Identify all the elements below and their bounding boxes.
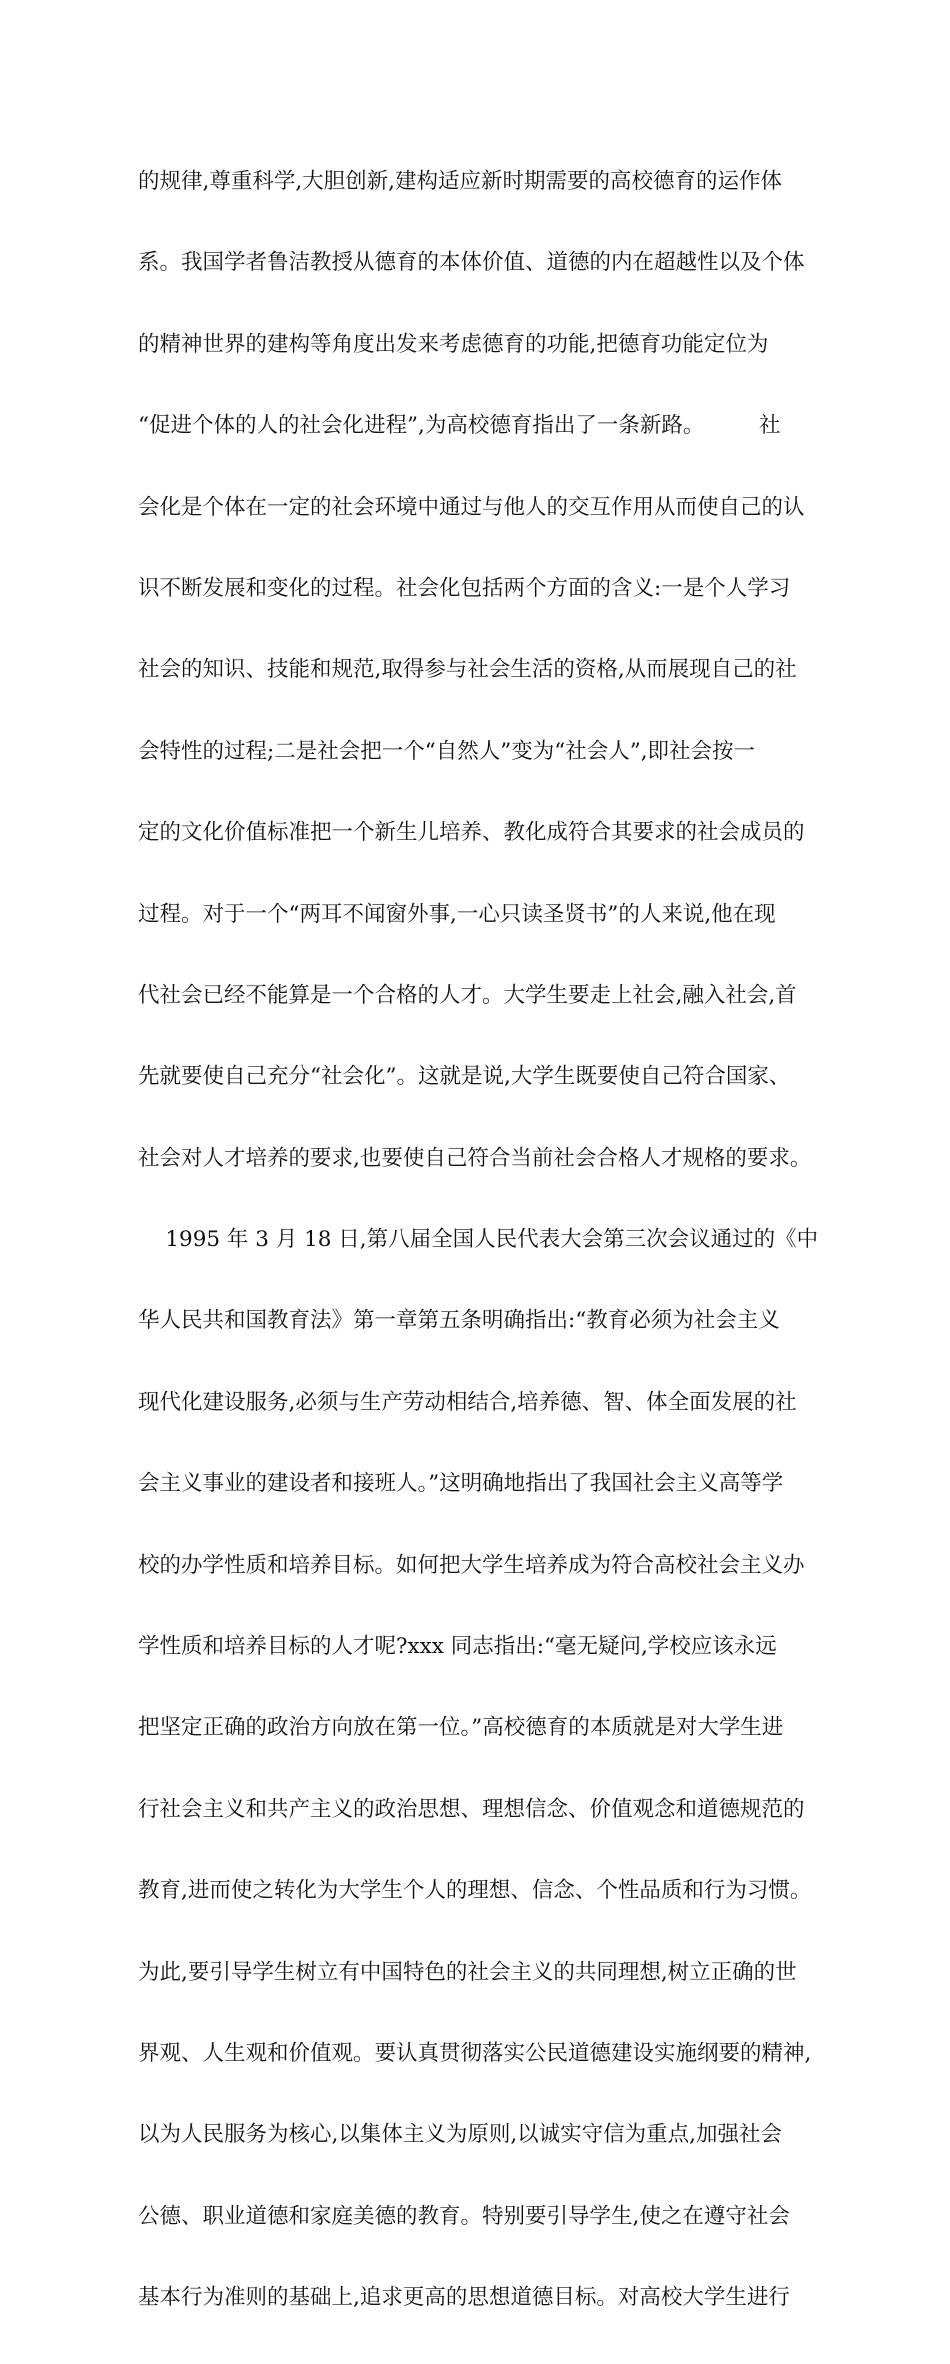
text-line: 以为人民服务为核心,以集体主义为原则,以诚实守信为重点,加强社会 xyxy=(138,2122,783,2148)
text-line: 过程。对于一个“两耳不闻窗外事,一心只读圣贤书”的人来说,他在现 xyxy=(138,901,776,927)
text-line: 定的文化价值标准把一个新生儿培养、教化成符合其要求的社会成员的 xyxy=(138,820,805,846)
text-line: 1995 年 3 月 18 日,第八届全国人民代表大会第三次会议通过的《中 xyxy=(138,1227,819,1253)
text-line: 华人民共和国教育法》第一章第五条明确指出:“教育必须为社会主义 xyxy=(138,1308,780,1334)
text-line: 代社会已经不能算是一个合格的人才。大学生要走上社会,融入社会,首 xyxy=(138,982,797,1008)
text-line: 现代化建设服务,必须与生产劳动相结合,培养德、智、体全面发展的社 xyxy=(138,1389,797,1415)
body-text xyxy=(138,116,828,2364)
text-line: 为此,要引导学生树立有中国特色的社会主义的共同理想,树立正确的世 xyxy=(138,1959,797,1985)
text-line: 先就要使自己充分“社会化”。这就是说,大学生既要使自己符合国家、 xyxy=(138,1064,791,1090)
text-line: 界观、人生观和价值观。要认真贯彻落实公民道德建设实施纲要的精神, xyxy=(138,2040,812,2066)
text-line: 会化是个体在一定的社会环境中通过与他人的交互作用从而使自己的认 xyxy=(138,494,805,520)
text-line: 的精神世界的建构等角度出发来考虑德育的功能,把德育功能定位为 xyxy=(138,331,769,357)
text-line: 社会对人才培养的要求,也要使自己符合当前社会合格人才规格的要求。 xyxy=(138,1145,812,1171)
text-line: 学性质和培养目标的人才呢?xxx 同志指出:“毫无疑问,学校应该永远 xyxy=(138,1634,777,1660)
text-line: 会主义事业的建设者和接班人。”这明确地指出了我国社会主义高等学 xyxy=(138,1471,784,1497)
text-line: 把坚定正确的政治方向放在第一位。”高校德育的本质就是对大学生进 xyxy=(138,1715,784,1741)
text-line: “促进个体的人的社会化进程”,为高校德育指出了一条新路。 社 xyxy=(138,413,781,439)
text-line: 基本行为准则的基础上,追求更高的思想道德目标。对高校大学生进行 xyxy=(138,2285,790,2311)
text-line: 公德、职业道德和家庭美德的教育。特别要引导学生,使之在遵守社会 xyxy=(138,2203,790,2229)
text-line: 社会的知识、技能和规范,取得参与社会生活的资格,从而展现自己的社 xyxy=(138,657,797,683)
text-line: 识不断发展和变化的过程。社会化包括两个方面的含义:一是个人学习 xyxy=(138,575,791,601)
text-line: 教育,进而使之转化为大学生个人的理想、信念、个性品质和行为习惯。 xyxy=(138,1878,812,1904)
text-line: 行社会主义和共产主义的政治思想、理想信念、价值观念和道德规范的 xyxy=(138,1796,805,1822)
text-line: 的规律,尊重科学,大胆创新,建构适应新时期需要的高校德育的运作体 xyxy=(138,169,783,194)
text-line: 系。我国学者鲁洁教授从德育的本体价值、道德的内在超越性以及个体 xyxy=(138,250,805,276)
text-line: 会特性的过程;二是社会把一个“自然人”变为“社会人”,即社会按一 xyxy=(138,738,756,764)
text-line: 校的办学性质和培养目标。如何把大学生培养成为符合高校社会主义办 xyxy=(138,1552,805,1578)
